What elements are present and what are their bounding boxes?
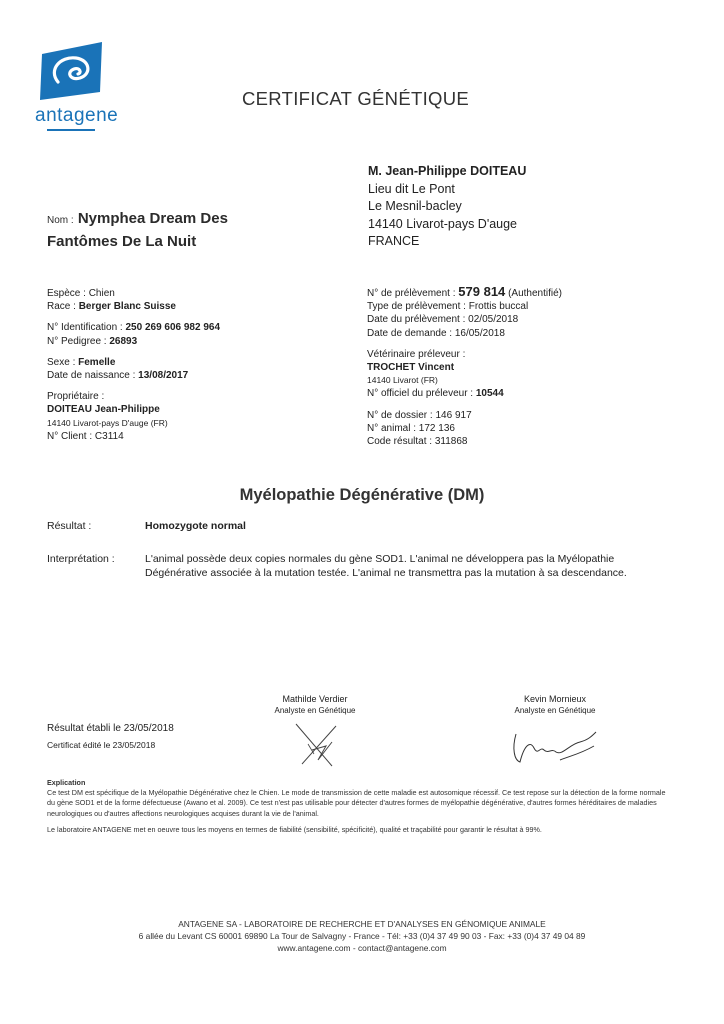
interpretation-label: Interprétation : [47,553,115,565]
pedigree-label: N° Pedigree : [47,335,107,347]
analyst1-role: Analyste en Génétique [274,706,356,715]
animal-details [47,287,220,443]
prelevement-suffix: (Authentifié) [508,288,562,299]
race-value: Berger Blanc Suisse [78,301,176,313]
owner-line3: 14140 Livarot-pays D'auge [368,216,518,231]
type-label: Type de prélèvement : [367,301,466,313]
logo-wordmark: antagene [35,105,119,126]
officiel-label: N° officiel du préleveur : [367,388,474,400]
analyst2-role: Analyste en Génétique [514,706,596,715]
owner-name: M. Jean-Philippe DOITEAU [368,164,527,178]
code-resultat-label: Code résultat : [367,436,433,448]
date-demande-value: 16/05/2018 [454,327,505,339]
animal-number-value: 172 136 [418,422,455,434]
page-title: CERTIFICAT GÉNÉTIQUE [242,88,469,109]
naissance-label: Date de naissance : [47,370,136,382]
animal-name-line2: Fantômes De La Nuit [47,233,197,250]
date-prelevement-value: 02/05/2018 [468,314,519,326]
interpretation-text: L'animal possède deux copies normales du gène SOD1. L'animal ne développera pas la Myélopathie Dégénérative associée à la mutation testée. L'animal ne transmettra pas la mutation à sa descendance. [145,553,627,579]
analyst2-name: Kevin Mornieux [523,694,587,704]
analyst1-name: Mathilde Verdier [282,694,348,704]
identification-label: N° Identification : [47,322,123,334]
name-label: Nom : [47,215,74,226]
animal-name-block [47,208,228,252]
explication-heading: Explication [47,778,86,787]
owner-address [368,163,526,251]
analyst2 [490,693,620,717]
date-prelevement-label: Date du prélèvement : [367,314,466,326]
explication-paragraph-1: Ce test DM est spécifique de la Myélopathie Dégénérative chez le Chien. Le mode de transmission de cette maladie est autosomique récessif. Ce test repose sur la détection de la forme normale du gène SOD1 et de la forme défectueuse (Awano et al. 2009). Ce test n'est pas utilisable pour détecter d'autres formes de myélopathie dégénérative, d'autres formes héréditaires de maladies neurologiques ou d'autres affections neurologiques acquises durant la vie de l'animal. [47,788,666,818]
animal-name-line1: Nymphea Dream Des [77,210,228,227]
espece-label: Espèce : [47,288,86,299]
dossier-value: 146 917 [435,409,472,421]
footer-line1: ANTAGENE SA - LABORATOIRE DE RECHERCHE ET D'ANALYSES EN GÉNOMIQUE ANIMALE [178,919,546,929]
sample-details [367,285,562,448]
explication-paragraph-2: Le laboratoire ANTAGENE met en oeuvre tous les moyens en termes de fiabilité (sensibilité, spécificité), qualité et traçabilité pour garantir le résultat à 99%. [47,824,542,834]
veterinaire-name: TROCHET Vincent [367,362,455,374]
proprietaire-label: Propriétaire : [47,391,105,403]
explication-section [47,778,667,835]
test-title: Myélopathie Dégénérative (DM) [239,486,485,504]
logo-underline [47,129,95,131]
prelevement-number: 579 814 [458,284,506,299]
sexe-label: Sexe : [47,356,76,368]
analyst1 [250,693,380,717]
owner-country: FRANCE [368,234,420,248]
proprietaire-city: 14140 Livarot-pays D'auge (FR) [47,417,168,428]
animal-number-label: N° animal : [367,422,417,434]
client-value: C3114 [94,430,124,442]
race-label: Race : [47,301,76,313]
date-demande-label: Date de demande : [367,327,453,339]
veterinaire-label: Vétérinaire préleveur : [367,348,466,360]
resultat-etabli: Résultat établi le 23/05/2018 [47,723,174,734]
owner-line2: Le Mesnil-bacley [368,199,462,213]
certificat-edite: Certificat édité le 23/05/2018 [47,740,156,750]
dossier-label: N° de dossier : [367,409,433,421]
footer-line3: www.antagene.com - contact@antagene.com [277,943,447,953]
analyst2-signature [510,726,600,766]
proprietaire-name: DOITEAU Jean-Philippe [47,404,160,416]
naissance-value: 13/08/2017 [138,370,189,382]
sexe-value: Femelle [78,356,116,368]
client-label: N° Client : [47,430,93,442]
officiel-value: 10544 [475,388,504,400]
resultat-value: Homozygote normal [145,520,246,532]
footer-line2: 6 allée du Levant CS 60001 69890 La Tour de Salvagny - France - Tél: +33 (0)4 37 49 90 03 - Fax: +33 (0)4 37 49 04 89 [138,931,586,941]
footer [0,918,724,954]
prelevement-label: N° de prélèvement : [367,288,456,299]
identification-value: 250 269 606 982 964 [125,322,221,334]
antagene-swirl-icon [40,42,104,100]
antagene-logo [40,42,104,100]
espece-value: Chien [88,288,115,299]
code-resultat-value: 311868 [434,436,468,448]
veterinaire-city: 14140 Livarot (FR) [367,375,438,386]
type-value: Frottis buccal [468,301,529,313]
analyst1-signature [292,720,340,770]
owner-line1: Lieu dit Le Pont [368,181,455,196]
resultat-label: Résultat : [47,520,92,532]
pedigree-value: 26893 [109,335,138,347]
